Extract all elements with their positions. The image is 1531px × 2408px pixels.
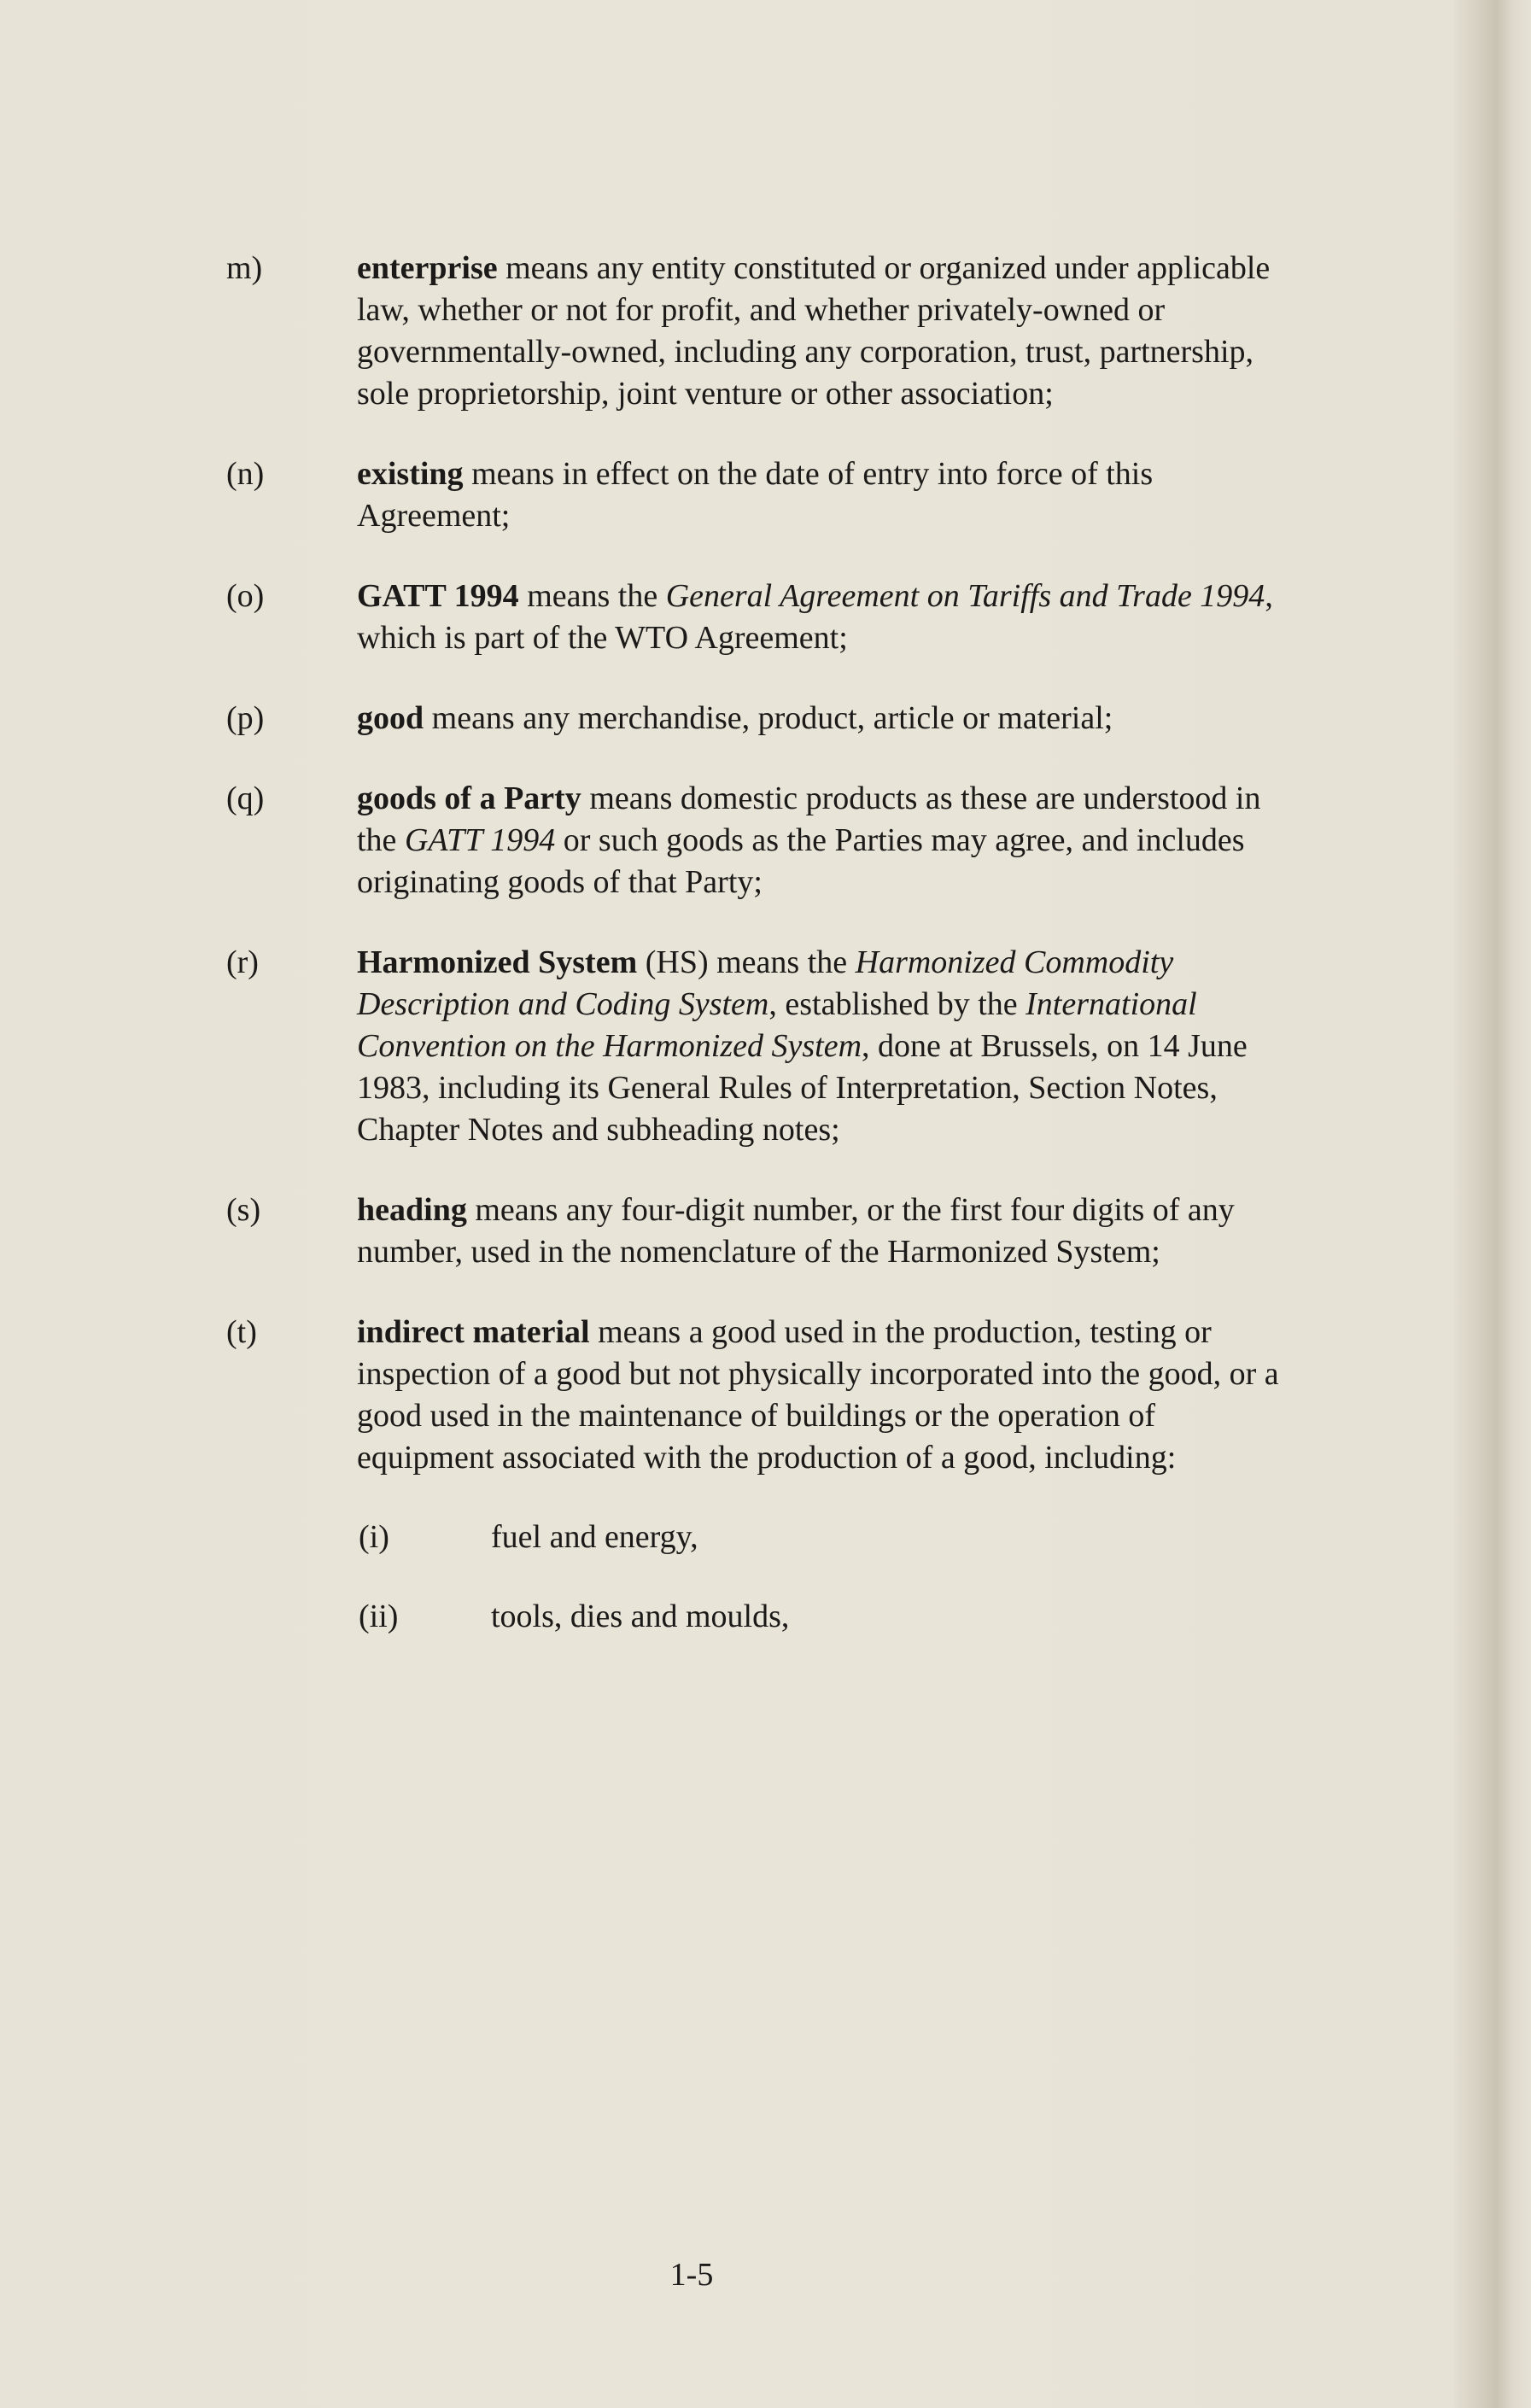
definition-label: m) bbox=[226, 250, 263, 286]
definition-text: means any entity constituted or organized under applicable law, whether or not for profit, and whether privately-owned or governmentally-owned, including any corporation, trust, partnership, sole proprietorship, joint venture or other association; bbox=[357, 250, 1271, 412]
sub-item-label: (ii) bbox=[359, 1599, 399, 1634]
definition-body bbox=[357, 248, 1288, 415]
sub-item-text: tools, dies and moulds, bbox=[491, 1599, 790, 1634]
definition-term: goods of a Party bbox=[357, 780, 581, 816]
definition-body bbox=[357, 576, 1288, 659]
definition-text: means a good used in the production, testing or inspection of a good but not physically incorporated into the good, or a good used in the maintenance of buildings or the operation of equipment associated with the production of a good, including: bbox=[357, 1314, 1279, 1476]
page-edge-shadow bbox=[1454, 0, 1531, 2408]
definition-term: Harmonized System bbox=[357, 944, 638, 980]
definition-term: heading bbox=[357, 1192, 467, 1228]
definition-text: , established by the bbox=[768, 986, 1026, 1022]
definition-text: or such goods as the Parties may agree, and includes originating goods of that Party; bbox=[357, 822, 1245, 900]
definition-label: (o) bbox=[226, 578, 265, 614]
sub-item-text: fuel and energy, bbox=[491, 1519, 698, 1555]
definition-body bbox=[357, 778, 1288, 903]
definition-term: enterprise bbox=[357, 250, 498, 286]
definition-m bbox=[0, 248, 1383, 415]
definition-italic-title: GATT 1994 bbox=[404, 822, 556, 858]
page-number: 1-5 bbox=[669, 2257, 714, 2293]
sub-item-i bbox=[0, 1517, 1383, 1558]
definition-label: (r) bbox=[226, 944, 259, 980]
definition-body bbox=[357, 1189, 1288, 1273]
definition-body bbox=[357, 1312, 1288, 1479]
definition-term: good bbox=[357, 700, 424, 736]
definition-italic-title: General Agreement on Tariffs and Trade 1994 bbox=[665, 578, 1265, 614]
sub-item-ii bbox=[0, 1596, 1383, 1638]
definition-label: (q) bbox=[226, 780, 265, 816]
definition-text: , done at Brussels, on 14 June 1983, including its General Rules of Interpretation, Section Notes, Chapter Notes and subheading notes; bbox=[357, 1028, 1248, 1148]
definition-label: (s) bbox=[226, 1192, 261, 1228]
definition-t bbox=[0, 1312, 1383, 1638]
definition-term: GATT 1994 bbox=[357, 578, 519, 614]
definitions-list bbox=[0, 248, 1383, 1676]
definition-term: existing bbox=[357, 456, 464, 492]
definition-italic-title: International Convention on the Harmonized System bbox=[357, 986, 1197, 1064]
definition-text: means domestic products as these are understood in the bbox=[357, 780, 1261, 858]
definition-term: indirect material bbox=[357, 1314, 590, 1350]
definition-o bbox=[0, 576, 1383, 659]
definition-text: means in effect on the date of entry into force of this Agreement; bbox=[357, 456, 1154, 534]
definition-body bbox=[357, 453, 1288, 537]
definition-text: means any four-digit number, or the first four digits of any number, used in the nomenclature of the Harmonized System; bbox=[357, 1192, 1235, 1270]
definition-s bbox=[0, 1189, 1383, 1273]
definition-q bbox=[0, 778, 1383, 903]
definition-r bbox=[0, 942, 1383, 1151]
sub-item-label: (i) bbox=[359, 1519, 389, 1555]
definition-body bbox=[357, 698, 1288, 739]
definition-p bbox=[0, 698, 1383, 739]
definition-text: (HS) means the bbox=[637, 944, 856, 980]
definition-text: means the bbox=[518, 578, 666, 614]
definition-label: (p) bbox=[226, 700, 265, 736]
definition-label: (n) bbox=[226, 456, 265, 492]
definition-label: (t) bbox=[226, 1314, 257, 1350]
definition-italic-title: Harmonized Commodity Description and Coding System bbox=[357, 944, 1174, 1022]
definition-body bbox=[357, 942, 1288, 1151]
definition-text: , which is part of the WTO Agreement; bbox=[357, 578, 1273, 656]
definition-text: means any merchandise, product, article or material; bbox=[424, 700, 1113, 736]
definition-n bbox=[0, 453, 1383, 537]
